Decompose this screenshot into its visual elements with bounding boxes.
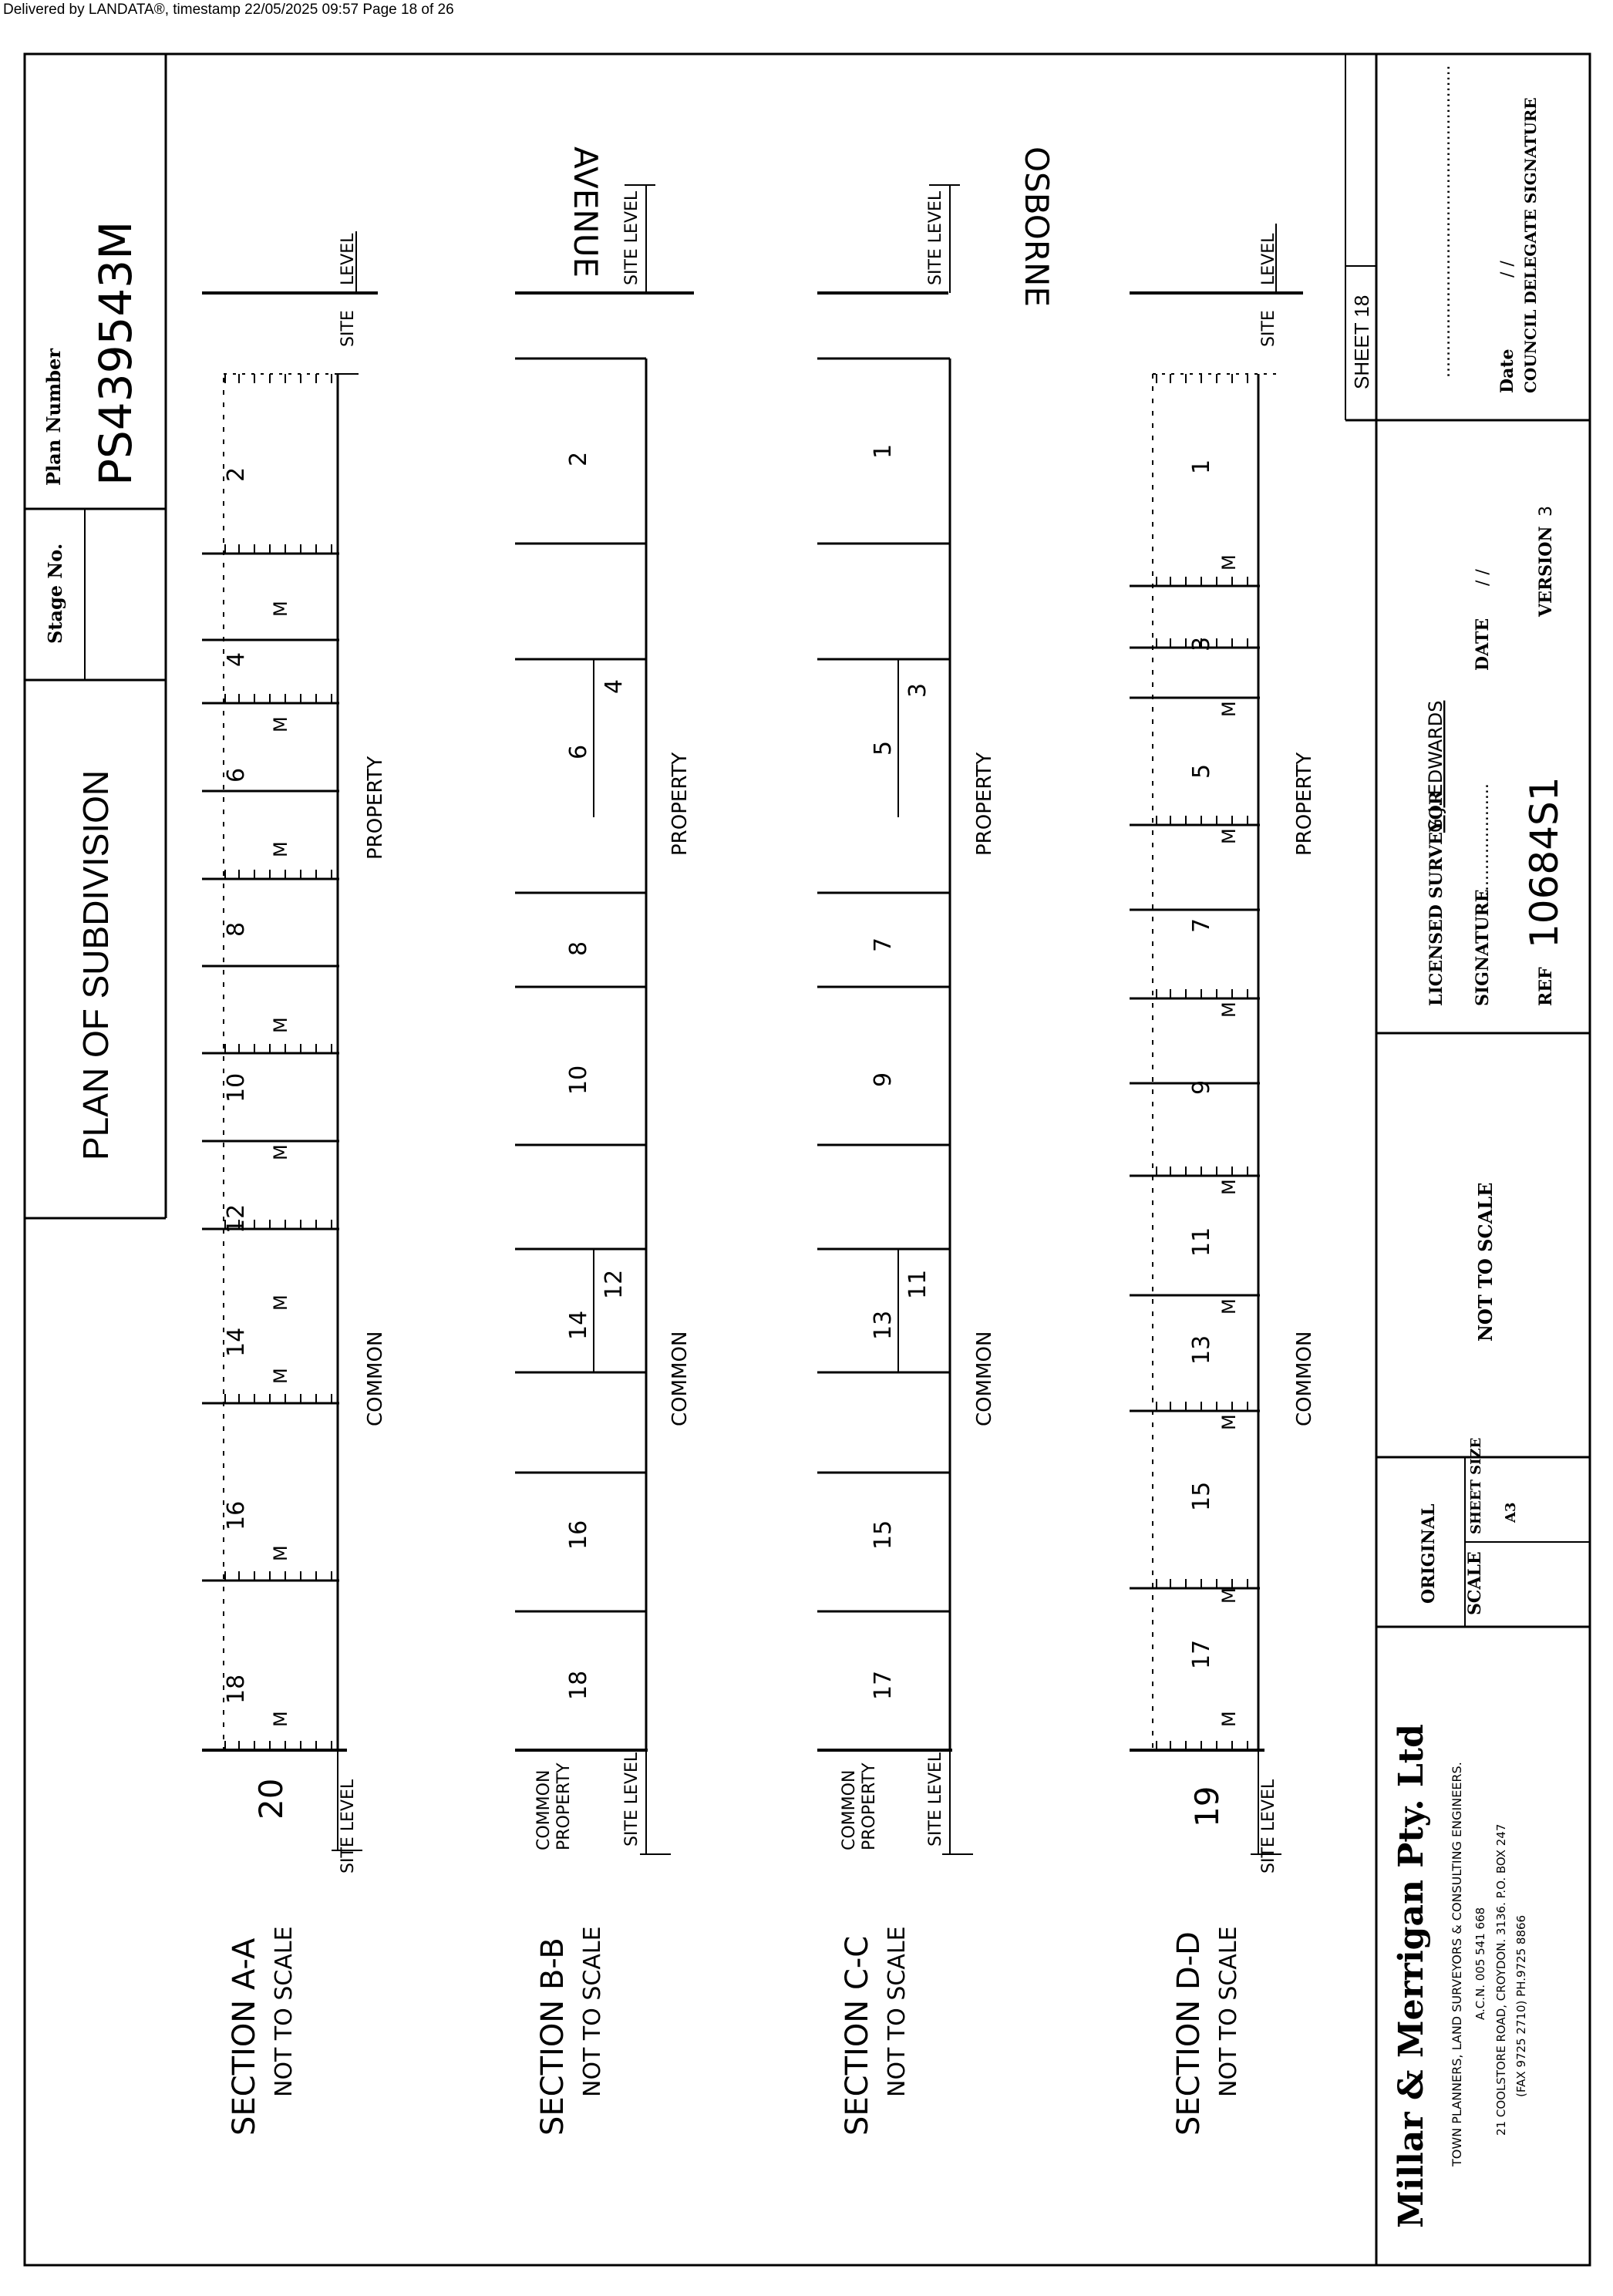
site-level-a-bottom: SITE LEVEL bbox=[338, 1779, 358, 1873]
version-label: VERSION bbox=[1536, 526, 1556, 617]
lot-9-d: 9 bbox=[1188, 1079, 1215, 1095]
marker-m: M bbox=[1218, 1298, 1240, 1315]
lot-3-d: 3 bbox=[1188, 636, 1215, 651]
marker-m: M bbox=[270, 1017, 291, 1033]
council-date-value: / / bbox=[1498, 261, 1517, 278]
lot-1-c: 1 bbox=[870, 443, 897, 459]
common-label-c: COMMON bbox=[973, 1331, 996, 1426]
ref-label: REF bbox=[1536, 967, 1556, 1006]
company-line-2: A.C.N. 005 541 668 bbox=[1473, 1907, 1487, 2020]
site-label-a: SITE bbox=[338, 310, 358, 347]
lot-8-a: 8 bbox=[223, 921, 250, 937]
section-a-scale: NOT TO SCALE bbox=[271, 1926, 298, 2097]
marker-m: M bbox=[270, 1144, 291, 1160]
property-label-a: PROPERTY bbox=[364, 756, 387, 860]
site-label-d: SITE bbox=[1259, 310, 1278, 347]
version-value: 3 bbox=[1537, 506, 1556, 517]
lot-11-d: 11 bbox=[1188, 1227, 1215, 1257]
marker-m: M bbox=[270, 1368, 291, 1384]
section-d-scale: NOT TO SCALE bbox=[1215, 1926, 1242, 2097]
svg-text:......................: ...................... bbox=[1473, 783, 1493, 902]
lot-10-b: 10 bbox=[565, 1065, 592, 1095]
plan-title: PLAN OF SUBDIVISION bbox=[76, 769, 116, 1160]
marker-m: M bbox=[1218, 828, 1240, 844]
end-label-c-2: PROPERTY bbox=[860, 1762, 879, 1850]
site-level-b-top: SITE LEVEL bbox=[622, 190, 641, 285]
lot-6-b: 6 bbox=[565, 744, 592, 759]
lot-15-d: 15 bbox=[1188, 1481, 1215, 1511]
site-level-b-bottom: SITE LEVEL bbox=[622, 1752, 641, 1847]
ref-value: 10684S1 bbox=[1522, 776, 1567, 948]
lot-10-a: 10 bbox=[223, 1072, 250, 1103]
section-d-title: SECTION D-D bbox=[1171, 1931, 1207, 2136]
lot-8-b: 8 bbox=[565, 941, 592, 956]
lot-16-a: 16 bbox=[223, 1500, 250, 1530]
stage-label: Stage No. bbox=[44, 543, 66, 644]
common-label-a: COMMON bbox=[364, 1331, 387, 1426]
right-strip bbox=[1345, 54, 1590, 2265]
lot-12-b: 12 bbox=[601, 1269, 628, 1299]
delivery-header: Delivered by LANDATA®, timestamp 22/05/2025 09:57 Page 18 of 26 bbox=[3, 2, 454, 18]
marker-m: M bbox=[1218, 1002, 1240, 1018]
site-level-c-top: SITE LEVEL bbox=[926, 190, 945, 285]
lot-19-d: 19 bbox=[1188, 1786, 1226, 1827]
signature-label: SIGNATURE bbox=[1473, 889, 1493, 1006]
lot-4-a: 4 bbox=[223, 651, 250, 667]
property-label-b: PROPERTY bbox=[668, 752, 692, 856]
lot-2-b: 2 bbox=[565, 451, 592, 466]
property-label-c: PROPERTY bbox=[973, 752, 996, 856]
marker-m: M bbox=[1218, 1711, 1240, 1727]
marker-m: M bbox=[270, 716, 291, 732]
scale-note: NOT TO SCALE bbox=[1474, 1182, 1497, 1342]
lot-2-a: 2 bbox=[223, 466, 250, 482]
site-level-d-bottom: SITE LEVEL bbox=[1259, 1779, 1278, 1873]
lot-7-d: 7 bbox=[1188, 917, 1215, 933]
section-a-a bbox=[202, 231, 387, 2136]
company-line-4: (FAX 9725 2710) PH.9725 8866 bbox=[1514, 1914, 1528, 2097]
marker-m: M bbox=[270, 841, 291, 857]
lot-17-c: 17 bbox=[870, 1670, 897, 1700]
surveyor-date-label: DATE bbox=[1473, 618, 1493, 671]
lot-3-c: 3 bbox=[904, 682, 931, 698]
lot-9-c: 9 bbox=[870, 1072, 897, 1087]
section-b-b bbox=[515, 185, 694, 1854]
level-label-d: LEVEL bbox=[1259, 233, 1278, 285]
common-label-b: COMMON bbox=[668, 1331, 692, 1426]
street-avenue: AVENUE bbox=[567, 146, 604, 278]
site-level-c-bottom: SITE LEVEL bbox=[926, 1752, 945, 1847]
lot-14-b: 14 bbox=[565, 1310, 592, 1340]
company-line-3: 21 COOLSTORE ROAD, CROYDON. 3136. P.O. BOX 247 bbox=[1494, 1823, 1508, 2136]
marker-m: M bbox=[1218, 701, 1240, 717]
end-label-b-1: COMMON bbox=[534, 1769, 554, 1850]
lot-13-d: 13 bbox=[1188, 1335, 1215, 1365]
sheet-size-label: SHEET SIZE bbox=[1468, 1437, 1484, 1534]
end-label-b-2: PROPERTY bbox=[554, 1762, 574, 1850]
lot-5-c: 5 bbox=[870, 740, 897, 756]
section-b-scale: NOT TO SCALE bbox=[579, 1926, 606, 2097]
marker-m: M bbox=[270, 601, 291, 617]
lot-17-d: 17 bbox=[1188, 1639, 1215, 1669]
surveyor-date-value: / / bbox=[1473, 569, 1493, 586]
lot-16-b: 16 bbox=[565, 1520, 592, 1550]
company-name: Millar & Merrigan Pty. Ltd bbox=[1392, 1724, 1431, 2228]
section-a-title: SECTION A-A bbox=[227, 1937, 262, 2136]
lot-4-b: 4 bbox=[601, 678, 628, 694]
lot-20-a: 20 bbox=[252, 1778, 290, 1820]
section-c-title: SECTION C-C bbox=[840, 1935, 875, 2136]
street-osborne: OSBORNE bbox=[1018, 146, 1056, 307]
marker-m: M bbox=[1218, 1587, 1240, 1604]
lot-12-a: 12 bbox=[223, 1204, 250, 1234]
original-label: ORIGINAL bbox=[1419, 1503, 1439, 1604]
sheet-label: SHEET 18 bbox=[1350, 295, 1373, 389]
end-label-c-1: COMMON bbox=[840, 1769, 859, 1850]
lot-14-a: 14 bbox=[223, 1327, 250, 1357]
marker-m: M bbox=[270, 1711, 291, 1727]
lot-13-c: 13 bbox=[870, 1310, 897, 1340]
lot-6-a: 6 bbox=[223, 767, 250, 783]
title-block bbox=[25, 54, 166, 1218]
section-c-c bbox=[817, 185, 973, 1854]
council-date-label: Date bbox=[1497, 348, 1517, 393]
lot-1-d: 1 bbox=[1188, 459, 1215, 474]
common-label-d: COMMON bbox=[1293, 1331, 1316, 1426]
council-signature-label: COUNCIL DELEGATE SIGNATURE bbox=[1521, 97, 1540, 393]
company-line-1: TOWN PLANNERS, LAND SURVEYORS & CONSULTING ENGINEERS. bbox=[1450, 1762, 1464, 2166]
marker-m: M bbox=[270, 1545, 291, 1561]
property-label-d: PROPERTY bbox=[1293, 752, 1316, 856]
marker-m: M bbox=[1218, 554, 1240, 571]
lot-18-a: 18 bbox=[223, 1674, 250, 1704]
section-d-d bbox=[1130, 224, 1303, 1854]
marker-m: M bbox=[1218, 1179, 1240, 1195]
svg-text:..............................: .......................................................... bbox=[1435, 65, 1454, 378]
lot-7-c: 7 bbox=[870, 937, 897, 952]
licensed-surveyor-label: LICENSED SURVEYOR bbox=[1426, 790, 1446, 1006]
scale-label: SCALE bbox=[1465, 1551, 1485, 1615]
plan-number: PS439543M bbox=[89, 221, 142, 486]
surveyor-name: G.J. EDWARDS bbox=[1425, 700, 1446, 833]
level-label-a: LEVEL bbox=[338, 233, 358, 285]
plan-number-label: Plan Number bbox=[42, 348, 65, 486]
section-b-title: SECTION B-B bbox=[535, 1937, 571, 2136]
lot-5-d: 5 bbox=[1188, 763, 1215, 779]
lot-11-c: 11 bbox=[904, 1269, 931, 1299]
lot-18-b: 18 bbox=[565, 1670, 592, 1700]
sheet-size-value: A3 bbox=[1503, 1502, 1519, 1523]
lot-15-c: 15 bbox=[870, 1520, 897, 1550]
section-c-scale: NOT TO SCALE bbox=[884, 1926, 911, 2097]
marker-m: M bbox=[270, 1294, 291, 1311]
marker-m: M bbox=[1218, 1414, 1240, 1430]
